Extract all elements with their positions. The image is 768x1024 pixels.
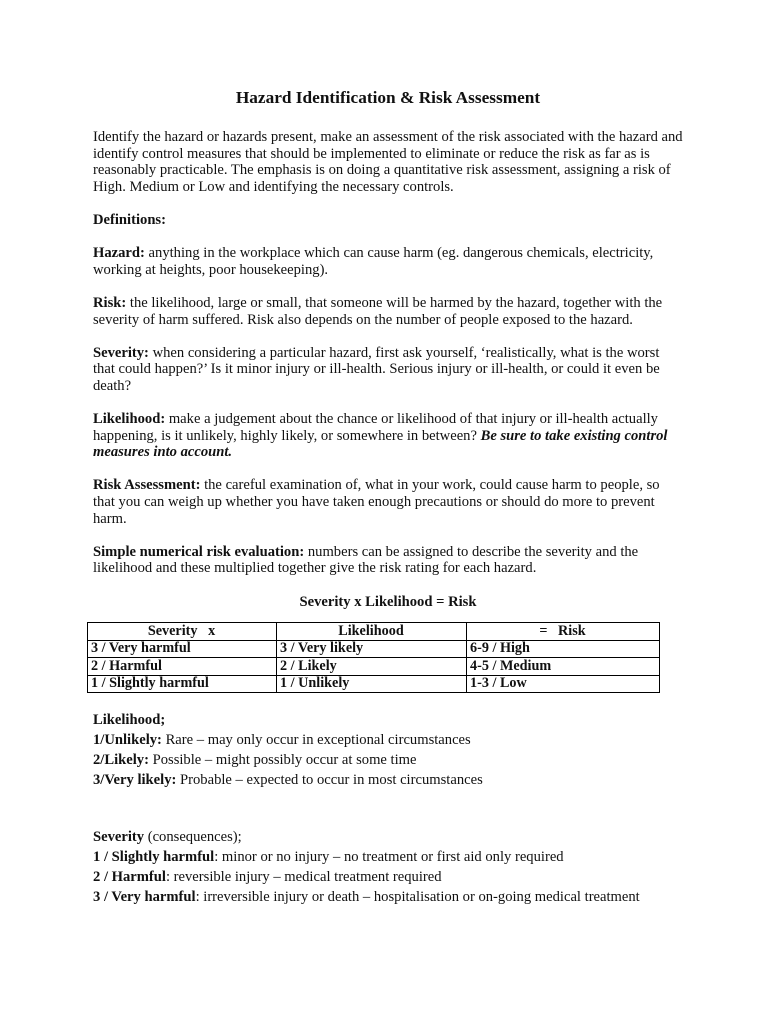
table-cell: 1 / Unlikely xyxy=(277,675,467,693)
definition-emphasis: Be sure to take existing control measures into account. xyxy=(93,427,668,461)
severity-heading-term: Severity xyxy=(93,829,145,846)
table-row xyxy=(88,658,660,676)
definition-hazard xyxy=(93,245,683,278)
table-cell: 1 / Slightly harmful xyxy=(88,675,277,693)
table-header-cell: Severity x xyxy=(88,623,277,641)
likelihood-heading xyxy=(93,710,683,730)
definition-text: numbers can be assigned to describe the severity and the likelihood and these multiplied together give the risk rating for each hazard. xyxy=(93,543,639,577)
table-header-row xyxy=(88,623,660,641)
list-item-text: : minor or no injury – no treatment or first aid only required xyxy=(214,849,564,866)
severity-section xyxy=(93,827,683,907)
table-header-cell: Likelihood xyxy=(277,623,467,641)
list-item-term: 2/Likely: xyxy=(93,752,149,769)
list-item-text: Probable – expected to occur in most circumstances xyxy=(176,772,483,789)
table-cell: 6-9 / High xyxy=(467,640,660,658)
definition-text: anything in the workplace which can cause harm (eg. dangerous chemicals, electricity, working at heights, poor housekeeping). xyxy=(93,245,654,278)
list-item-term: 1/Unlikely: xyxy=(93,732,162,749)
list-item-term: 1 / Slightly harmful xyxy=(93,849,215,866)
table-cell: 3 / Very likely xyxy=(277,640,467,658)
list-item xyxy=(93,730,683,750)
table-header-cell: = Risk xyxy=(467,623,660,641)
definition-term: Hazard: xyxy=(93,245,145,262)
definition-risk xyxy=(93,295,683,328)
list-item xyxy=(93,750,683,770)
likelihood-section xyxy=(93,710,683,790)
risk-formula: Severity x Likelihood = Risk xyxy=(299,593,477,610)
definition-simple-evaluation xyxy=(93,544,683,577)
definition-term: Risk Assessment: xyxy=(93,477,201,494)
definition-text: make a judgement about the chance or likelihood of that injury or ill-health actually happening, is it unlikely, highly likely, or somewhere in between? xyxy=(93,411,658,444)
page-title: Hazard Identification & Risk Assessment xyxy=(235,88,541,107)
definition-term: Severity: xyxy=(93,344,149,361)
definition-severity xyxy=(93,345,683,395)
severity-heading xyxy=(93,827,683,847)
table-cell: 3 / Very harmful xyxy=(88,640,277,658)
table-cell: 2 / Harmful xyxy=(88,658,277,676)
table-cell: 1-3 / Low xyxy=(467,675,660,693)
list-item-term: 3/Very likely: xyxy=(93,772,177,789)
table-row xyxy=(88,640,660,658)
definition-term: Simple numerical risk evaluation: xyxy=(93,543,305,560)
list-item-term: 2 / Harmful xyxy=(93,869,166,886)
definition-text: when considering a particular hazard, first ask yourself, ‘realistically, what is the worst that could happen?’ Is it minor injury or ill-health. Serious injury or ill-health, or could it even be death? xyxy=(93,344,660,394)
document-page xyxy=(93,88,683,907)
list-item-text: Rare – may only occur in exceptional circumstances xyxy=(161,732,471,749)
table-cell: 4-5 / Medium xyxy=(467,658,660,676)
definition-likelihood xyxy=(93,411,683,461)
definition-text: the likelihood, large or small, that someone will be harmed by the hazard, together with the severity of harm suffered. Risk also depends on the number of people exposed to the hazard. xyxy=(93,294,663,328)
severity-heading-rest: (consequences); xyxy=(144,829,242,846)
definition-risk-assessment xyxy=(93,477,683,527)
list-item-term: 3 / Very harmful xyxy=(93,889,196,906)
definition-term: Risk: xyxy=(93,294,127,311)
likelihood-heading-label: Likelihood; xyxy=(93,712,166,729)
list-item-text: : irreversible injury or death – hospitalisation or on-going medical treatment xyxy=(195,889,640,906)
definition-text: the careful examination of, what in your work, could cause harm to people, so that you can weigh up whether you have taken enough precautions or should do more to prevent harm. xyxy=(93,477,660,527)
intro-paragraph: Identify the hazard or hazards present, make an assessment of the risk associated with the hazard and identify control measures that should be implemented to eliminate or reduce the risk as far as is reasonably practicable. The emphasis is on doing a quantitative risk assessment, assigning a risk of High. Medium or Low and identifying the necessary controls. xyxy=(93,129,683,195)
table-row xyxy=(88,675,660,693)
list-item-text: : reversible injury – medical treatment required xyxy=(165,869,442,886)
list-item xyxy=(93,887,683,907)
list-item xyxy=(93,847,683,867)
risk-matrix-table xyxy=(87,622,660,693)
definitions-heading xyxy=(93,212,683,229)
list-item-text: Possible – might possibly occur at some time xyxy=(148,752,417,769)
definitions-heading-label: Definitions: xyxy=(93,211,166,228)
table-cell: 2 / Likely xyxy=(277,658,467,676)
list-item xyxy=(93,867,683,887)
list-item xyxy=(93,770,683,790)
definition-term: Likelihood: xyxy=(93,411,166,428)
